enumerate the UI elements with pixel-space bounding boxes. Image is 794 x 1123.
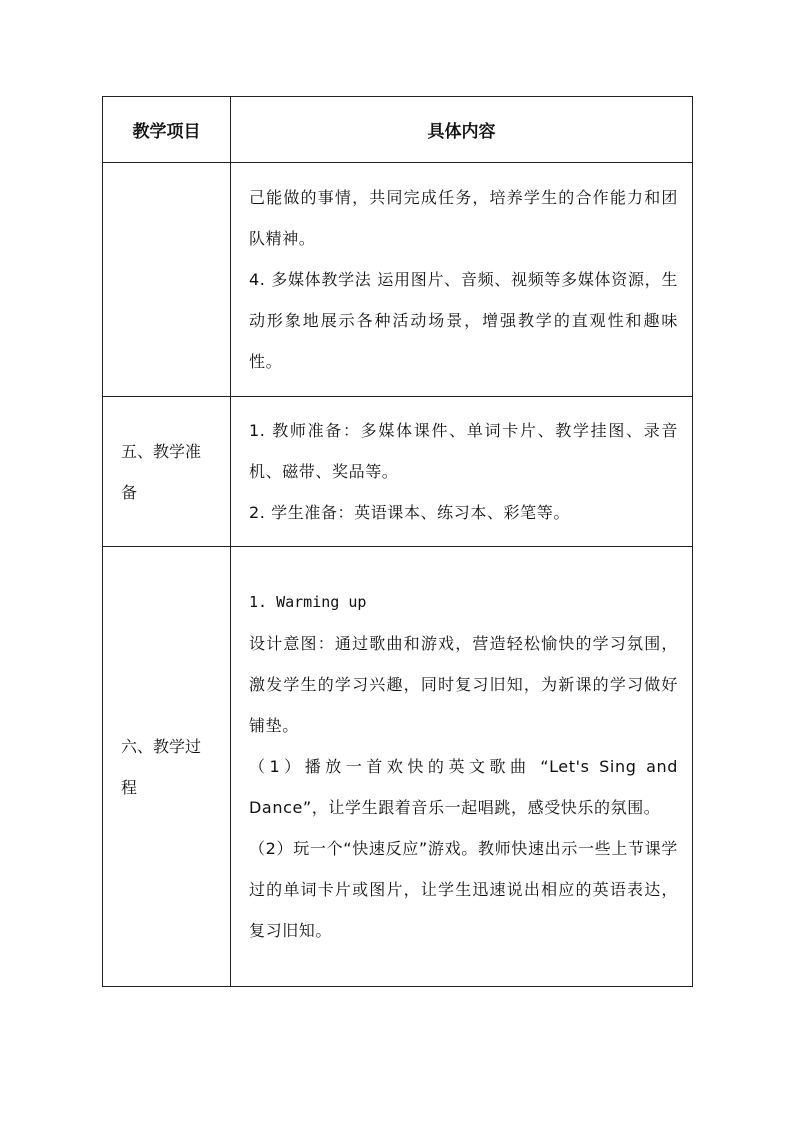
table-row <box>103 547 693 987</box>
content-paragraph: （1）播放一首欢快的英文歌曲 “Let's Sing and Dance”，让学生跟着音乐一起唱跳，感受快乐的氛围。 <box>249 757 678 817</box>
content-paragraph: 2. 学生准备：英语课本、练习本、彩笔等。 <box>249 503 570 522</box>
content-paragraph: 1. 教师准备：多媒体课件、单词卡片、教学挂图、录音机、磁带、奖品等。 <box>249 421 678 481</box>
row-content <box>231 163 693 397</box>
lesson-plan-table <box>102 96 693 987</box>
content-paragraph: 设计意图：通过歌曲和游戏，营造轻松愉快的学习氛围，激发学生的学习兴趣，同时复习旧知，为新课的学习做好铺垫。 <box>249 634 678 735</box>
content-paragraph: 4. 多媒体教学法 运用图片、音频、视频等多媒体资源，生动形象地展示各种活动场景，增强教学的直观性和趣味性。 <box>249 270 678 371</box>
header-teaching-item: 教学项目 <box>103 97 231 163</box>
row-content <box>231 547 693 987</box>
table-header-row <box>103 97 693 163</box>
section-heading-warming-up: 1. Warming up <box>249 593 367 611</box>
table-row <box>103 397 693 547</box>
row-label-empty <box>103 163 231 397</box>
row-label-teaching-process: 六、教学过程 <box>103 547 231 987</box>
row-content <box>231 397 693 547</box>
content-paragraph: （2）玩一个“快速反应”游戏。教师快速出示一些上节课学过的单词卡片或图片，让学生迅速说出相应的英语表达，复习旧知。 <box>249 839 678 940</box>
row-label-teaching-preparation: 五、教学准备 <box>103 397 231 547</box>
table-row <box>103 163 693 397</box>
content-paragraph: 己能做的事情，共同完成任务，培养学生的合作能力和团队精神。 <box>249 188 678 248</box>
header-specific-content: 具体内容 <box>231 97 693 163</box>
